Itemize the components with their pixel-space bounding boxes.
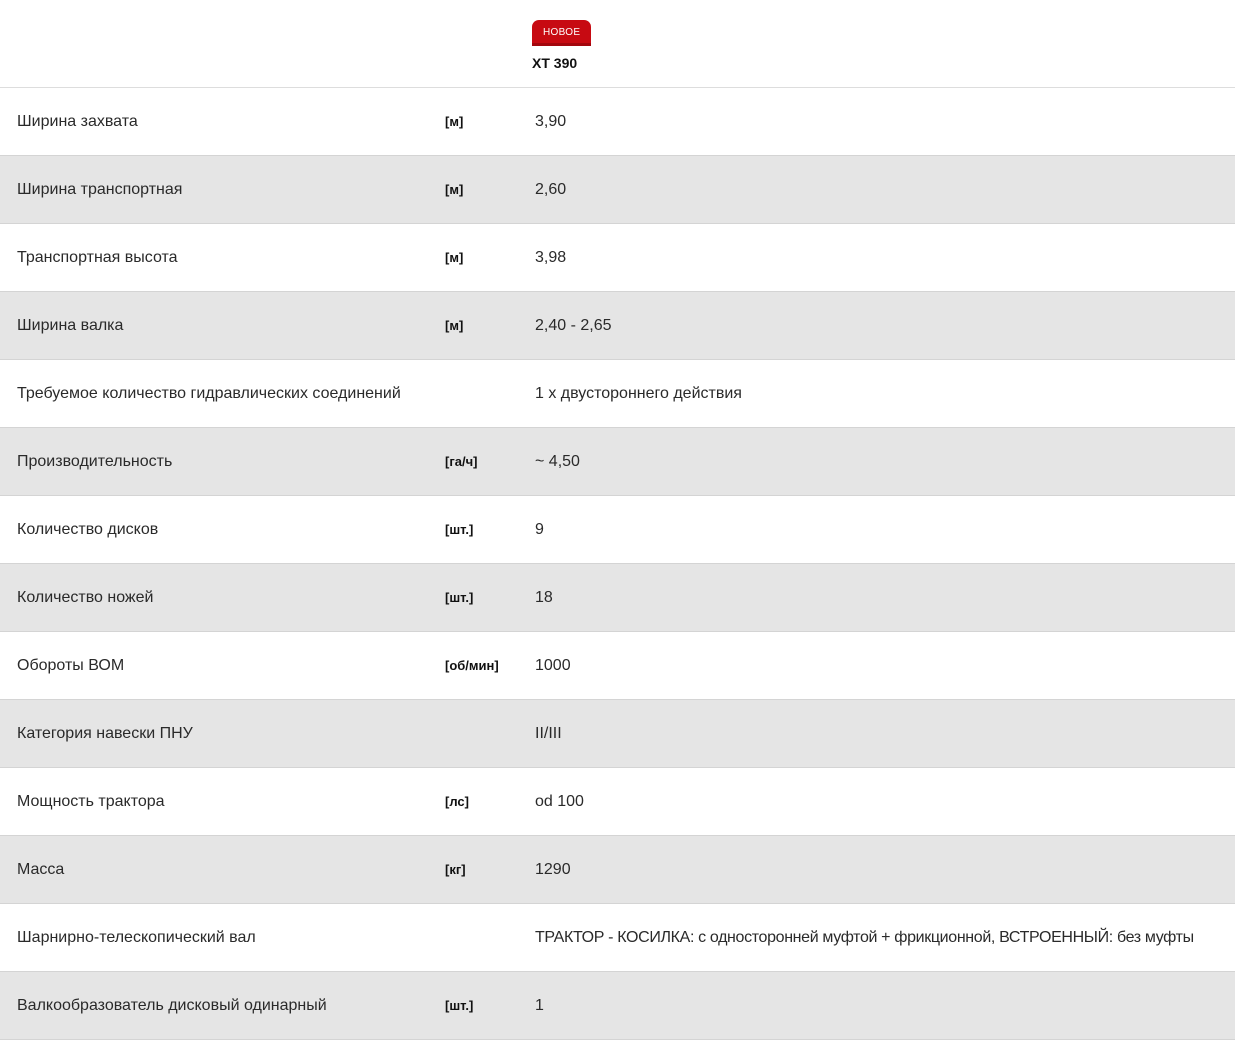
spec-row-transport-width xyxy=(0,156,1235,224)
spec-label: Валкообразователь дисковый одинарный xyxy=(17,997,327,1014)
spec-unit: [кг] xyxy=(445,862,466,877)
spec-row-hitch-category xyxy=(0,700,1235,768)
new-badge: НОВОЕ xyxy=(532,20,591,46)
spec-label: Обороты ВОМ xyxy=(17,657,125,674)
spec-unit: [м] xyxy=(445,318,464,333)
spec-value: 1 xyxy=(535,997,544,1014)
spec-label: Требуемое количество гидравлических соединений xyxy=(17,385,401,402)
spec-unit: [м] xyxy=(445,114,464,129)
spec-unit: [об/мин] xyxy=(445,658,499,673)
spec-value: 3,90 xyxy=(535,113,567,130)
spec-label: Ширина валка xyxy=(17,317,124,334)
spec-row-swath-former xyxy=(0,972,1235,1040)
spec-unit: [шт.] xyxy=(445,522,474,537)
spec-label: Производительность xyxy=(17,453,173,470)
spec-row-transport-height xyxy=(0,224,1235,292)
spec-row-tractor-power xyxy=(0,768,1235,836)
spec-unit: [га/ч] xyxy=(445,454,478,469)
spec-unit: [шт.] xyxy=(445,590,474,605)
spec-value: II/III xyxy=(535,725,562,742)
spec-row-blade-count xyxy=(0,564,1235,632)
spec-row-disc-count xyxy=(0,496,1235,564)
spec-value: 1000 xyxy=(535,657,571,674)
spec-row-pto-speed xyxy=(0,632,1235,700)
spec-value: 2,60 xyxy=(535,181,567,198)
spec-label: Количество дисков xyxy=(17,521,159,538)
spec-row-pto-shaft xyxy=(0,904,1235,972)
spec-label: Ширина транспортная xyxy=(17,181,183,198)
spec-value: od 100 xyxy=(535,793,584,810)
spec-value: 18 xyxy=(535,589,553,606)
spec-value: 2,40 - 2,65 xyxy=(535,317,612,334)
spec-label: Мощность трактора xyxy=(17,793,165,810)
spec-unit: [лс] xyxy=(445,794,469,809)
spec-row-swath-width xyxy=(0,292,1235,360)
spec-value: 9 xyxy=(535,521,544,538)
spec-value: 1 x двустороннего действия xyxy=(535,385,742,402)
spec-label: Шарнирно-телескопический вал xyxy=(17,929,256,946)
spec-row-capacity xyxy=(0,428,1235,496)
spec-value: ~ 4,50 xyxy=(535,453,580,470)
spec-row-working-width xyxy=(0,88,1235,156)
spec-value: 3,98 xyxy=(535,249,567,266)
spec-value: 1290 xyxy=(535,861,571,878)
spec-unit: [м] xyxy=(445,182,464,197)
spec-label: Количество ножей xyxy=(17,589,154,606)
spec-row-hydraulic-connections xyxy=(0,360,1235,428)
spec-table-header xyxy=(0,0,1235,88)
product-column-header xyxy=(532,20,591,71)
product-name: XT 390 xyxy=(532,55,578,71)
spec-label: Транспортная высота xyxy=(17,249,178,266)
spec-value: ТРАКТОР - КОСИЛКА: с односторонней муфтой + фрикционной, ВСТРОЕННЫЙ: без муфты xyxy=(535,929,1194,946)
spec-unit: [шт.] xyxy=(445,998,474,1013)
spec-label: Масса xyxy=(17,861,65,878)
spec-label: Категория навески ПНУ xyxy=(17,725,193,742)
spec-unit: [м] xyxy=(445,250,464,265)
spec-row-weight xyxy=(0,836,1235,904)
spec-label: Ширина захвата xyxy=(17,113,138,130)
